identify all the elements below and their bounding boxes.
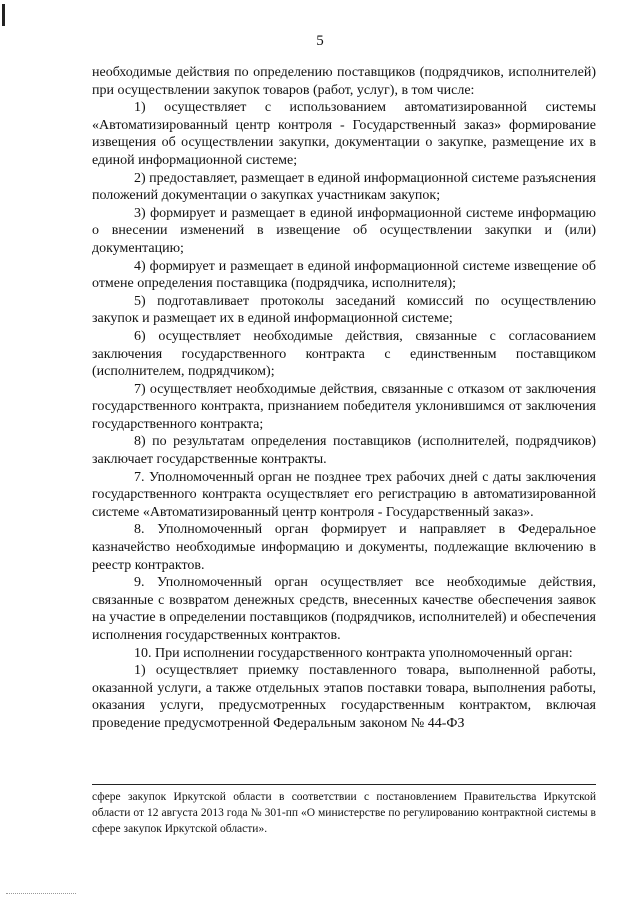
document-body: [92, 64, 596, 733]
paragraph-clause-8: 8. Уполномоченный орган формирует и направляет в Федеральное казначейство необходимые информацию и документы, подлежащие включению в реестр контрактов.: [92, 522, 596, 573]
paragraph-clause-10: 10. При исполнении государственного контракта уполномоченный орган:: [134, 645, 573, 661]
paragraph-item-6: 6) осуществляет необходимые действия, связанные с согласованием заключения государственного контракта с единственным поставщиком (исполнителем, подрядчиком);: [92, 328, 596, 380]
footnote-divider: [92, 784, 596, 785]
scan-margin-mark: [2, 4, 5, 26]
paragraph-item-8: 8) по результатам определения поставщиков (исполнителей, подрядчиков) заключает государственные контракты.: [92, 434, 596, 468]
page-number: 5: [316, 33, 324, 49]
paragraph-item-4: 4) формирует и размещает в единой информационной системе извещение об отмене определения поставщика (подрядчика, исполнителя);: [92, 258, 596, 292]
footnote: сфере закупок Иркутской области в соответствии с постановлением Правительства Иркутской области от 12 августа 2013 года № 301-пп «О министерстве по регулированию контрактной системы в сфере закупок Иркутской области».: [92, 791, 596, 835]
paragraph-item-7: 7) осуществляет необходимые действия, связанные с отказом от заключения государственного контракта, признанием победителя уклонившимся от заключения государственного контракта;: [92, 381, 596, 432]
paragraph-clause-10-item-1: 1) осуществляет приемку поставленного товара, выполненной работы, оказанной услуги, а также отдельных этапов поставки товара, выполнения работы, оказания услуги, предусмотренных государственным контрактом, включая проведение предусмотренной Федеральным законом № 44-ФЗ: [92, 663, 596, 731]
paragraph-item-2: 2) предоставляет, размещает в единой информационной системе разъяснения положений документации о закупках участникам закупок;: [92, 170, 596, 204]
paragraph-clause-7: 7. Уполномоченный орган не позднее трех рабочих дней с даты заключения государственного контракта осуществляет его регистрацию в автоматизированной системе «Автоматизированный центр контроля - Государственный заказ».: [92, 469, 596, 520]
scan-artifact-line: [6, 893, 76, 895]
paragraph-clause-9: 9. Уполномоченный орган осуществляет все необходимые действия, связанные с возвратом денежных средств, внесенных качестве обеспечения заявок на участие в определении поставщиков (подрядчиков, исполнителей) и обеспечения исполнения государственных контрактов.: [92, 575, 596, 643]
paragraph-continuation: необходимые действия по определению поставщиков (подрядчиков, исполнителей) при осуществлении закупок товаров (работ, услуг), в том числе:: [92, 65, 596, 98]
paragraph-item-1: 1) осуществляет с использованием автоматизированной системы «Автоматизированный центр контроля - Государственный заказ» формирование извещения об осуществлении закупки, документации о закупке, размещение их в единой информационной системе;: [92, 100, 596, 168]
paragraph-item-3: 3) формирует и размещает в единой информационной системе информацию о внесении изменений в извещение об осуществлении закупки и (или) документацию;: [92, 205, 596, 256]
paragraph-item-5: 5) подготавливает протоколы заседаний комиссий по осуществлению закупок и размещает их в единой информационной системе;: [92, 293, 596, 327]
